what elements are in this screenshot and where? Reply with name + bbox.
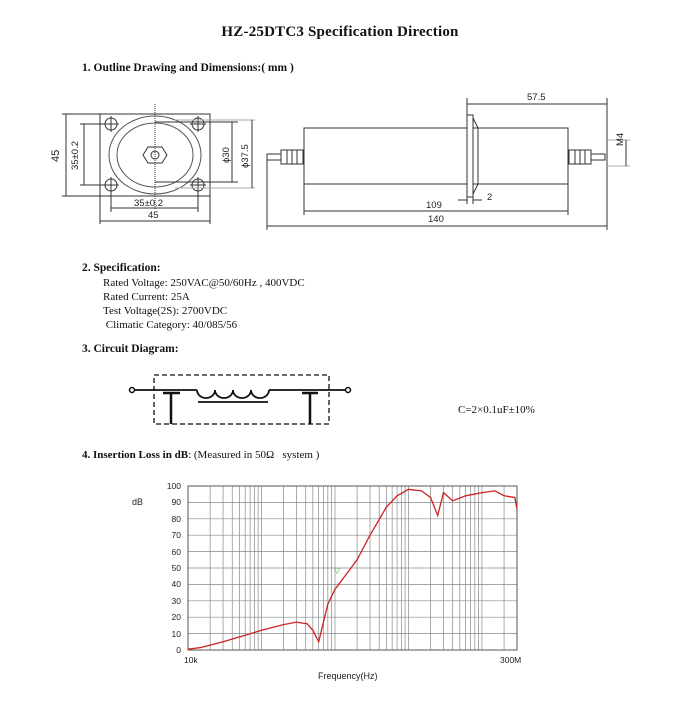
specification-heading: 2. Specification: [82,262,161,274]
front-outer-diameter: ϕ37.5 [240,144,251,168]
insertion-loss-heading [82,449,319,461]
circuit-capacitance: C=2×0.1uF±10% [458,404,535,416]
y-tick: 80 [171,513,181,524]
spec-rated-current: Rated Current: 25A [103,291,190,303]
side-flange-thickness: 2 [487,192,493,203]
front-width-hole-spacing: 35±0.2 [134,198,163,209]
side-body-length: 109 [426,200,442,211]
x-tick-start: 10k [184,655,198,665]
outline-heading: 1. Outline Drawing and Dimensions:( mm ) [82,62,294,74]
y-tick: 70 [171,530,181,541]
side-flange-to-end: 57.5 [527,92,546,103]
spec-rated-voltage: Rated Voltage: 250VAC@50/60Hz , 400VDC [103,277,305,289]
chart-y-label: dB [132,497,144,507]
side-overall-length: 140 [428,214,444,225]
y-tick: 20 [171,612,181,623]
x-tick-end: 300M [500,655,522,665]
y-tick: 40 [171,579,181,590]
marker-icon: ▽ [334,565,341,575]
y-tick: 60 [171,546,181,557]
spec-climatic-category: Climatic Category: 40/085/56 [103,319,238,331]
insertion-loss-chart [188,486,517,650]
document-title: HZ-25DTC3 Specification Direction [221,24,459,40]
insertion-loss-heading-normal: : (Measured in 50Ω system ) [188,449,320,461]
front-height-hole-spacing: 35±0.2 [70,141,81,170]
y-tick: 50 [171,563,181,573]
chart-x-label: Frequency(Hz) [318,671,378,681]
insertion-loss-curve [188,489,517,649]
y-tick: 100 [166,481,181,491]
front-inner-diameter: ϕ30 [221,147,232,163]
y-tick: 30 [171,595,181,606]
spec-test-voltage: Test Voltage(2S): 2700VDC [103,305,228,317]
front-height-outer: 45 [50,149,62,162]
y-tick: 0 [176,645,181,655]
y-tick: 10 [171,628,181,639]
side-thread: M4 [615,132,626,146]
circuit-heading: 3. Circuit Diagram: [82,343,179,355]
front-width-outer: 45 [148,210,159,221]
insertion-loss-heading-bold: 4. Insertion Loss in dB [82,449,189,461]
y-tick: 90 [171,497,181,508]
